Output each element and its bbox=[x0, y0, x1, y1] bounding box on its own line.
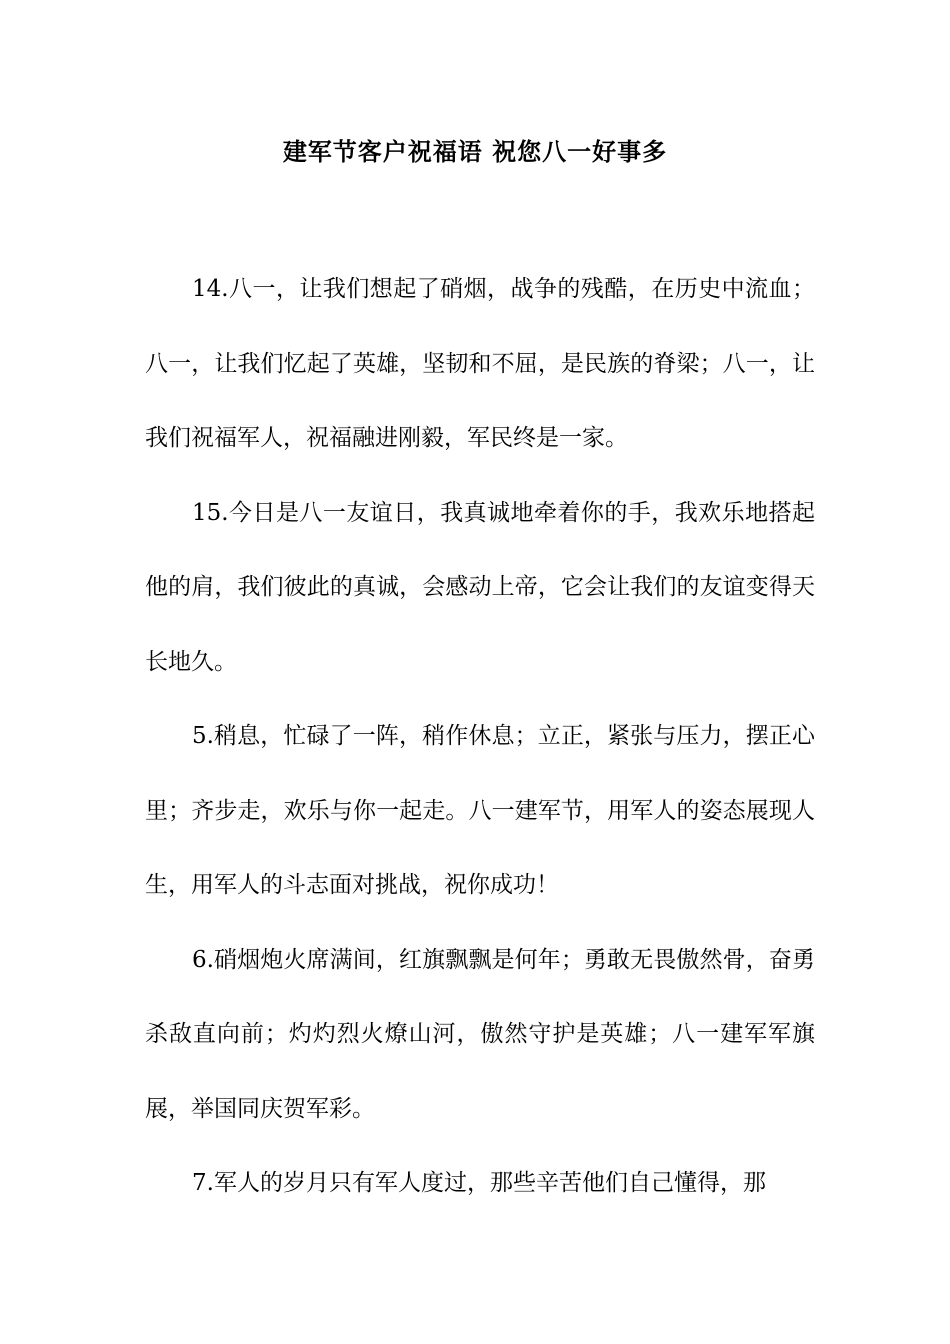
document-body bbox=[145, 252, 815, 1221]
document-title: 建军节客户祝福语 祝您八一好事多 bbox=[282, 137, 668, 166]
paragraph-15: 15.今日是八一友谊日，我真诚地牵着你的手，我欢乐地搭起他的肩，我们彼此的真诚，会感动上帝，它会让我们的友谊变得天长地久。 bbox=[145, 499, 815, 675]
paragraph-6: 6.硝烟炮火席满间，红旗飘飘是何年；勇敢无畏傲然骨，奋勇杀敌直向前；灼灼烈火燎山河，傲然守护是英雄；八一建军军旗展，举国同庆贺军彩。 bbox=[145, 946, 815, 1122]
paragraph-7: 7.军人的岁月只有军人度过，那些辛苦他们自己懂得，那 bbox=[192, 1170, 766, 1196]
paragraph-14: 14.八一，让我们想起了硝烟，战争的残酷，在历史中流血；八一，让我们忆起了英雄，坚韧和不屈，是民族的脊梁；八一，让我们祝福军人，祝福融进刚毅，军民终是一家。 bbox=[145, 276, 815, 451]
paragraph-5: 5.稍息，忙碌了一阵，稍作休息；立正，紧张与压力，摆正心里；齐步走，欢乐与你一起走。八一建军节，用军人的姿态展现人生，用军人的斗志面对挑战，祝你成功！ bbox=[145, 723, 815, 898]
